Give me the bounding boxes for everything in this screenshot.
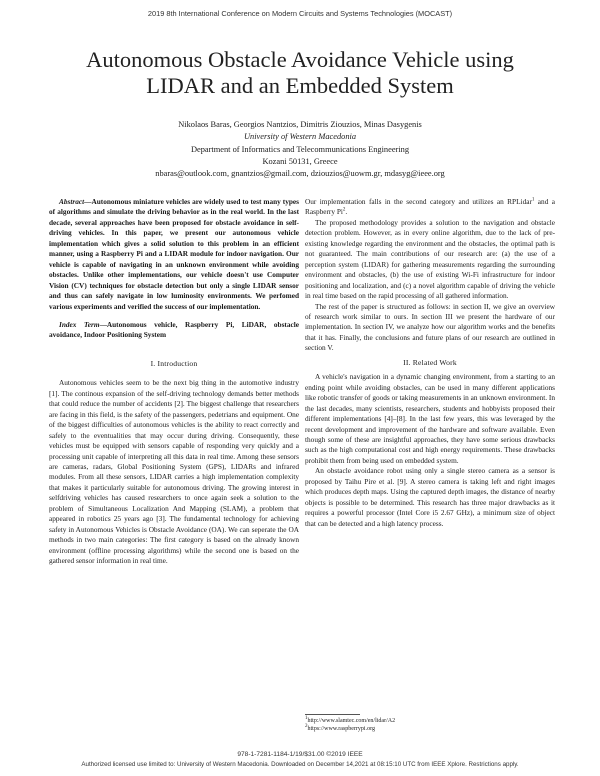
related-work-paragraph-2: An obstacle avoidance robot using only a single stereo camera as a sensor is proposed by Taihu Pire et al. [9]. A stereo camera is taking left and right images which produces depth maps. Using the captured depth images, the distance of nearby objects is possible to be determined. This research has three major drawbacks as it requires a powerful processor (Intel Core i5 2.67 GHz), a minimum size of object that can be detected and a high latency process. — [305, 466, 555, 528]
p1-text-a: Our implementation falls in the second category and utilizes an RPLidar — [305, 197, 532, 206]
section-heading-related-work: II. Related Work — [403, 357, 457, 367]
p1-text-c: . — [345, 207, 348, 217]
footnote-1-number: 1 — [305, 716, 308, 721]
right-paragraph-3: The rest of the paper is structured as follows: in section II, we give an overview of research work similar to ours. In section III we present the hardware of our implementation. In section IV, we analyze how our algorithm works and the benefits that it has. Finally, the conclusions and future plans of our research are outlined in section V. — [305, 301, 555, 353]
abstract — [49, 197, 299, 312]
license-notice: Authorized licensed use limited to: University of Western Macedonia. Downloaded on December 14,2021 at 08:15:10 UTC from IEEE Xplore. Restrictions apply. — [81, 761, 519, 768]
footnote-2-number: 2 — [305, 724, 308, 730]
footnote-ref-1: 1 — [531, 197, 535, 203]
author-address: Kozani 50131, Greece — [262, 156, 338, 166]
index-terms-label: Index Term — [59, 319, 100, 329]
copyright-code: 978-1-7281-1184-1/19/$31.00 ©2019 IEEE — [237, 751, 363, 758]
paper-title — [40, 47, 560, 99]
footnote-divider — [305, 714, 360, 715]
abstract-text: —Autonomous miniature vehicles are widely used to test many types of algorithms and simulate the driving behavior as in the real world. In the last decade, several approaches have been proposed for obstacle avoidance in self-driving vehicles. In this paper, we present our autonomous vehicle implementation which gives a solid solution to this problem in an efficient manner, using a Raspberry Pi and a LIDAR module for indoor navigation. Our vehicle is capable of navigating in an unknown environment while avoiding obstacles. Unlike other implementations, our vehicle doesn't use Computer Vision (CV) techniques for obstacle detection but only a single LIDAR sensor and thus can safely navigate in low luminosity environments. We perfomed various experiments and verified the success of our implementation. — [49, 197, 299, 311]
author-department: Department of Informatics and Telecommunications Engineering — [190, 144, 410, 154]
right-paragraph-1 — [305, 197, 555, 218]
right-paragraph-2: The proposed methodology provides a solution to the navigation and obstacle detection problem. However, as in every online algorithm, due to the lack of pre-existing knowledge regarding the environment and the obstacles, the optimal path is not guaranteed. The main contributions of our research are: (a) the use of a perception system (LIDAR) for gathering measurements regarding the surrounding environment and obstacles, (b) the use of existing Wi-Fi infrastructure for indoor positioning and localization, and (c) a novel algorithm capable of driving the vehicle in real time based on the rapid processing of all gathered information. — [305, 217, 555, 301]
footnote-1-link[interactable]: http://www.slamtec.com/en/lidar/A2 — [307, 718, 396, 724]
p1-text-b: and a Raspberry Pi — [305, 197, 555, 217]
section-heading-introduction: I. Introduction — [150, 358, 198, 368]
footnote-2-link[interactable]: https://www.raspberrypi.org — [307, 726, 375, 733]
footnotes — [305, 714, 555, 733]
index-terms-text: —Autonomous vehicle, Raspberry Pi, LiDAR, obstacle avoidance, Indoor Positioning System — [49, 319, 299, 340]
author-university: University of Western Macedonia — [243, 132, 357, 142]
footnote-2 — [305, 725, 555, 733]
author-block — [40, 119, 560, 180]
author-names: Nikolaos Baras, Georgios Nantzios, Dimitris Ziouzios, Minas Dasygenis — [178, 120, 422, 129]
introduction-paragraph: Autonomous vehicles seem to be the next big thing in the automotive industry [1]. The continous expansion of the self-driving technology demands better methods that could reduce the number of accidents [2]. The biggest challenge that researchers are facing in this field, is the safety of the passengers, pedetrians and equipment. One of the biggest difficulties of autonomous vehicles is the ability to react correctly and safely to the eventualities that may occur during driving. Consequently, these vehicles must be equipped with sensors capable of responding very quickly and a processing unit capable of interpreting all this data in real time. Among these sensors are cameras, radars, Global Positioning System (GPS), LIDARs and infrared modules. From all these sensors, LIDAR carries a high implementation complexity that makes it particularly suitable for autonomous driving. The growing interest in selfdriving vehicles has caused researchers to once again seek a solution to the problem of Simultaneous Localization And Mapping (SLAM), a problem that appeared in robotics 25 years ago [3]. The fundamental technology for achieving safety in Autonomous Vehicles is Obstacle Avoidance (OA). We can seperate the OA methods in two main categories: The first category is based on the already known environment (offline processing algorithms) while the second one is based on the gathered sensor information in real time. — [49, 378, 299, 566]
title-line-1: Autonomous Obstacle Avoidance Vehicle using — [86, 47, 514, 72]
footnote-1 — [305, 717, 555, 725]
footnote-ref-2: 2 — [342, 208, 346, 214]
conference-header: 2019 8th International Conference on Modern Circuits and Systems Technologies (MOCAST) — [147, 9, 453, 18]
right-column — [305, 197, 555, 529]
left-column — [49, 197, 299, 567]
index-terms — [49, 320, 299, 341]
author-emails: nbaras@outlook.com, gnantzios@gmail.com, dziouzios@uowm.gr, mdasyg@ieee.org — [155, 169, 445, 179]
title-line-2: LIDAR and an Embedded System — [146, 73, 454, 98]
abstract-label: Abstract — [59, 197, 85, 206]
related-work-paragraph-1: A vehicle's navigation in a dynamic changing environment, from a starting to an ending point while avoiding obstacles, can be used in many different applications like robotic transfer of goods or taking measurements in an unknown environment. In the last decades, many scientists, researchers, students and hobbyists proposed their different implementations [4]–[8]. In the last few years, this was leveraged by the recent development and improvement of the hardware and software available. Even though some of these are insightful approaches, they have some serious drawbacks such as the high computational cost and high energy requirements. These drawbacks prohibit them from being used on embedded system. — [305, 372, 555, 465]
